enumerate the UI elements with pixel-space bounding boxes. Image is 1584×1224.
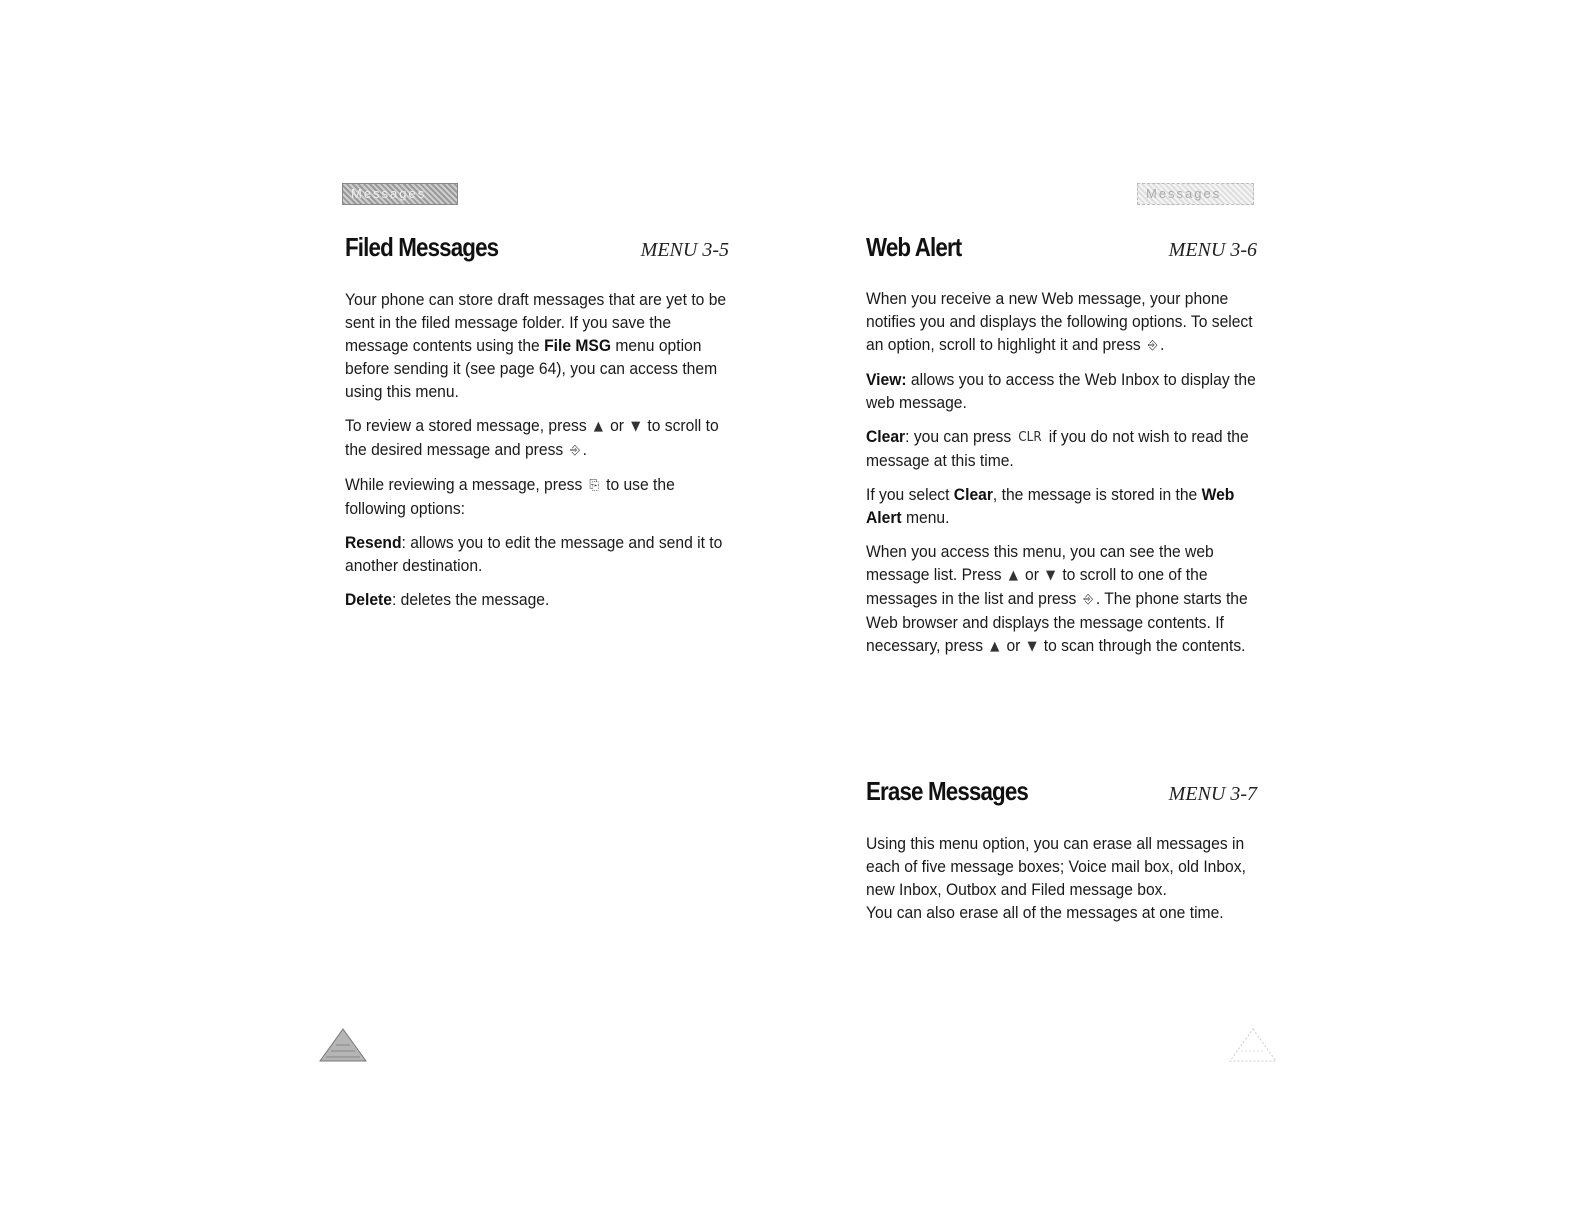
body-text: to scan through the contents. [1039, 636, 1246, 655]
section-body [866, 287, 1257, 669]
section-heading-erase-messages [866, 776, 1257, 807]
body-text: : you can press [905, 427, 1016, 446]
body-paragraph [345, 531, 730, 577]
section-body [345, 288, 729, 622]
menu-reference: MENU 3-5 [640, 239, 729, 261]
up-key-icon: ▲ [1008, 568, 1018, 583]
section-title: Web Alert [866, 232, 962, 262]
body-text: menu. [901, 508, 950, 527]
down-key-icon: ▼ [1027, 639, 1037, 654]
section-heading-web-alert [866, 232, 1257, 263]
body-text: allows you to access the Web Inbox to display the web message. [866, 370, 1256, 412]
down-key-icon: ▼ [631, 419, 641, 434]
right-page [792, 0, 1584, 1224]
down-key-icon: ▼ [1046, 568, 1056, 583]
body-text: . [1160, 335, 1165, 354]
body-text: Your phone can store draft messages that are yet to be sent in the filed message folder. If you save the message contents using the [345, 290, 727, 355]
body-paragraph [866, 425, 1258, 472]
section-body [866, 832, 1257, 935]
body-text: or [605, 416, 629, 435]
section-title: Erase Messages [866, 776, 1029, 806]
body-text: Using this menu option, you can erase all messages in each of five message boxes; Voice mail box, old Inbox, new Inbox, Outbox and Filed message box. [866, 834, 1246, 899]
body-paragraph [866, 483, 1258, 529]
body-text: : deletes the message. [391, 590, 550, 609]
keyword-text: Clear [953, 485, 993, 504]
clear-key-icon: CLR [1018, 430, 1042, 445]
body-text: to use the following options: [345, 475, 675, 518]
body-paragraph [345, 473, 730, 520]
body-text: You can also erase all of the messages at one time. [866, 903, 1224, 922]
body-text: : allows you to edit the message and send it to another destination. [345, 533, 723, 575]
body-paragraph [866, 287, 1258, 357]
body-text: if you do not wish to read the message at this time. [866, 427, 1249, 470]
keyword-text: Web Alert [866, 485, 1235, 527]
section-title: Filed Messages [345, 232, 499, 262]
body-paragraph [345, 288, 730, 403]
select-key-icon: ⎆ [1083, 592, 1094, 607]
header-tab [342, 183, 458, 205]
page-corner-triangle-icon [1228, 1027, 1278, 1063]
body-text: or [1002, 636, 1025, 655]
options-key-icon: ⎘ [589, 478, 599, 493]
header-tab-label: Messages [1146, 186, 1222, 201]
body-text: When you receive a new Web message, your phone notifies you and displays the following options. To select an option, scroll to highlight it and press [866, 289, 1253, 354]
header-tab [1137, 183, 1254, 205]
body-text: to scroll to one of the messages in the list and press [866, 565, 1208, 608]
select-key-icon: ⎆ [570, 443, 580, 458]
page-corner-triangle-icon [318, 1027, 368, 1063]
body-text: When you access this menu, you can see the web message list. Press [866, 542, 1214, 584]
section-heading-filed-messages [345, 232, 729, 263]
keyword-text: Clear [866, 427, 906, 446]
body-text: While reviewing a message, press [345, 475, 587, 494]
body-text: If you select [866, 485, 954, 504]
body-text: or [1020, 565, 1044, 584]
menu-reference: MENU 3-6 [1168, 239, 1257, 261]
up-key-icon: ▲ [990, 639, 1000, 654]
body-text: To review a stored message, press [345, 416, 592, 435]
keyword-text: Resend [345, 533, 402, 552]
keyword-text: File MSG [544, 336, 612, 355]
body-paragraph [345, 414, 730, 462]
header-tab-label: Messages [351, 186, 427, 201]
up-key-icon: ▲ [593, 419, 603, 434]
menu-reference: MENU 3-7 [1168, 783, 1257, 805]
body-text: menu option before sending it (see page 64), you can access them using this menu. [345, 336, 718, 401]
body-text: , the message is stored in the [992, 485, 1202, 504]
body-text: . The phone starts the Web browser and displays the message contents. If necessary, press [866, 589, 1248, 655]
select-key-icon: ⎆ [1147, 338, 1158, 353]
body-paragraph [866, 540, 1258, 658]
body-paragraph [345, 588, 730, 611]
body-text: . [582, 440, 588, 459]
keyword-text: Delete [345, 590, 392, 609]
body-paragraph [866, 368, 1258, 414]
body-paragraph [866, 832, 1258, 924]
body-text: to scroll to the desired message and press [345, 416, 719, 459]
keyword-text: View: [866, 370, 907, 389]
